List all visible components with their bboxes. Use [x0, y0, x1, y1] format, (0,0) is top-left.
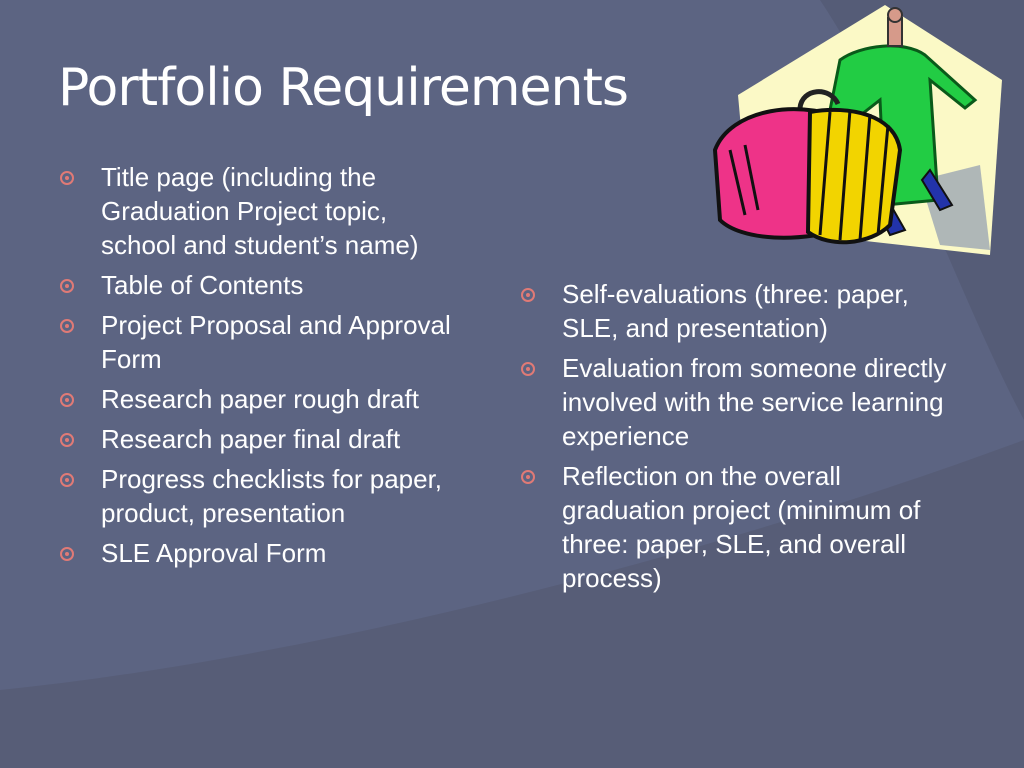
circle-bullet-icon: [60, 433, 74, 447]
left-bullet-list: [58, 160, 458, 576]
list-item-text: SLE Approval Form: [101, 538, 327, 568]
circle-bullet-icon: [60, 393, 74, 407]
list-item: [58, 160, 458, 262]
list-item: [519, 459, 969, 595]
right-bullet-list: [519, 277, 969, 601]
circle-bullet-icon: [60, 473, 74, 487]
list-item-text: Progress checklists for paper, product, presentation: [101, 464, 443, 528]
circle-bullet-icon: [60, 279, 74, 293]
list-item: [58, 382, 458, 416]
list-item-text: Self-evaluations (three: paper, SLE, and presentation): [562, 279, 909, 343]
circle-bullet-icon: [521, 470, 535, 484]
list-item-text: Project Proposal and Approval Form: [101, 310, 451, 374]
student-with-briefcase-icon: [690, 0, 1010, 260]
circle-bullet-icon: [521, 288, 535, 302]
list-item-text: Evaluation from someone directly involved with the service learning experience: [562, 353, 947, 451]
list-item-text: Research paper rough draft: [101, 384, 419, 414]
list-item: [58, 268, 458, 302]
list-item: [58, 422, 458, 456]
list-item-text: Table of Contents: [101, 270, 304, 300]
list-item: [519, 351, 969, 453]
circle-bullet-icon: [60, 171, 74, 185]
list-item: [58, 536, 458, 570]
list-item: [58, 308, 458, 376]
list-item-text: Reflection on the overall graduation project (minimum of three: paper, SLE, and overall process): [562, 461, 921, 593]
list-item: [58, 462, 458, 530]
list-item: [519, 277, 969, 345]
slide-title: Portfolio Requirements: [58, 58, 628, 118]
circle-bullet-icon: [521, 362, 535, 376]
list-item-text: Title page (including the Graduation Project topic, school and student’s name): [101, 162, 419, 260]
circle-bullet-icon: [60, 547, 74, 561]
circle-bullet-icon: [60, 319, 74, 333]
list-item-text: Research paper final draft: [101, 424, 401, 454]
